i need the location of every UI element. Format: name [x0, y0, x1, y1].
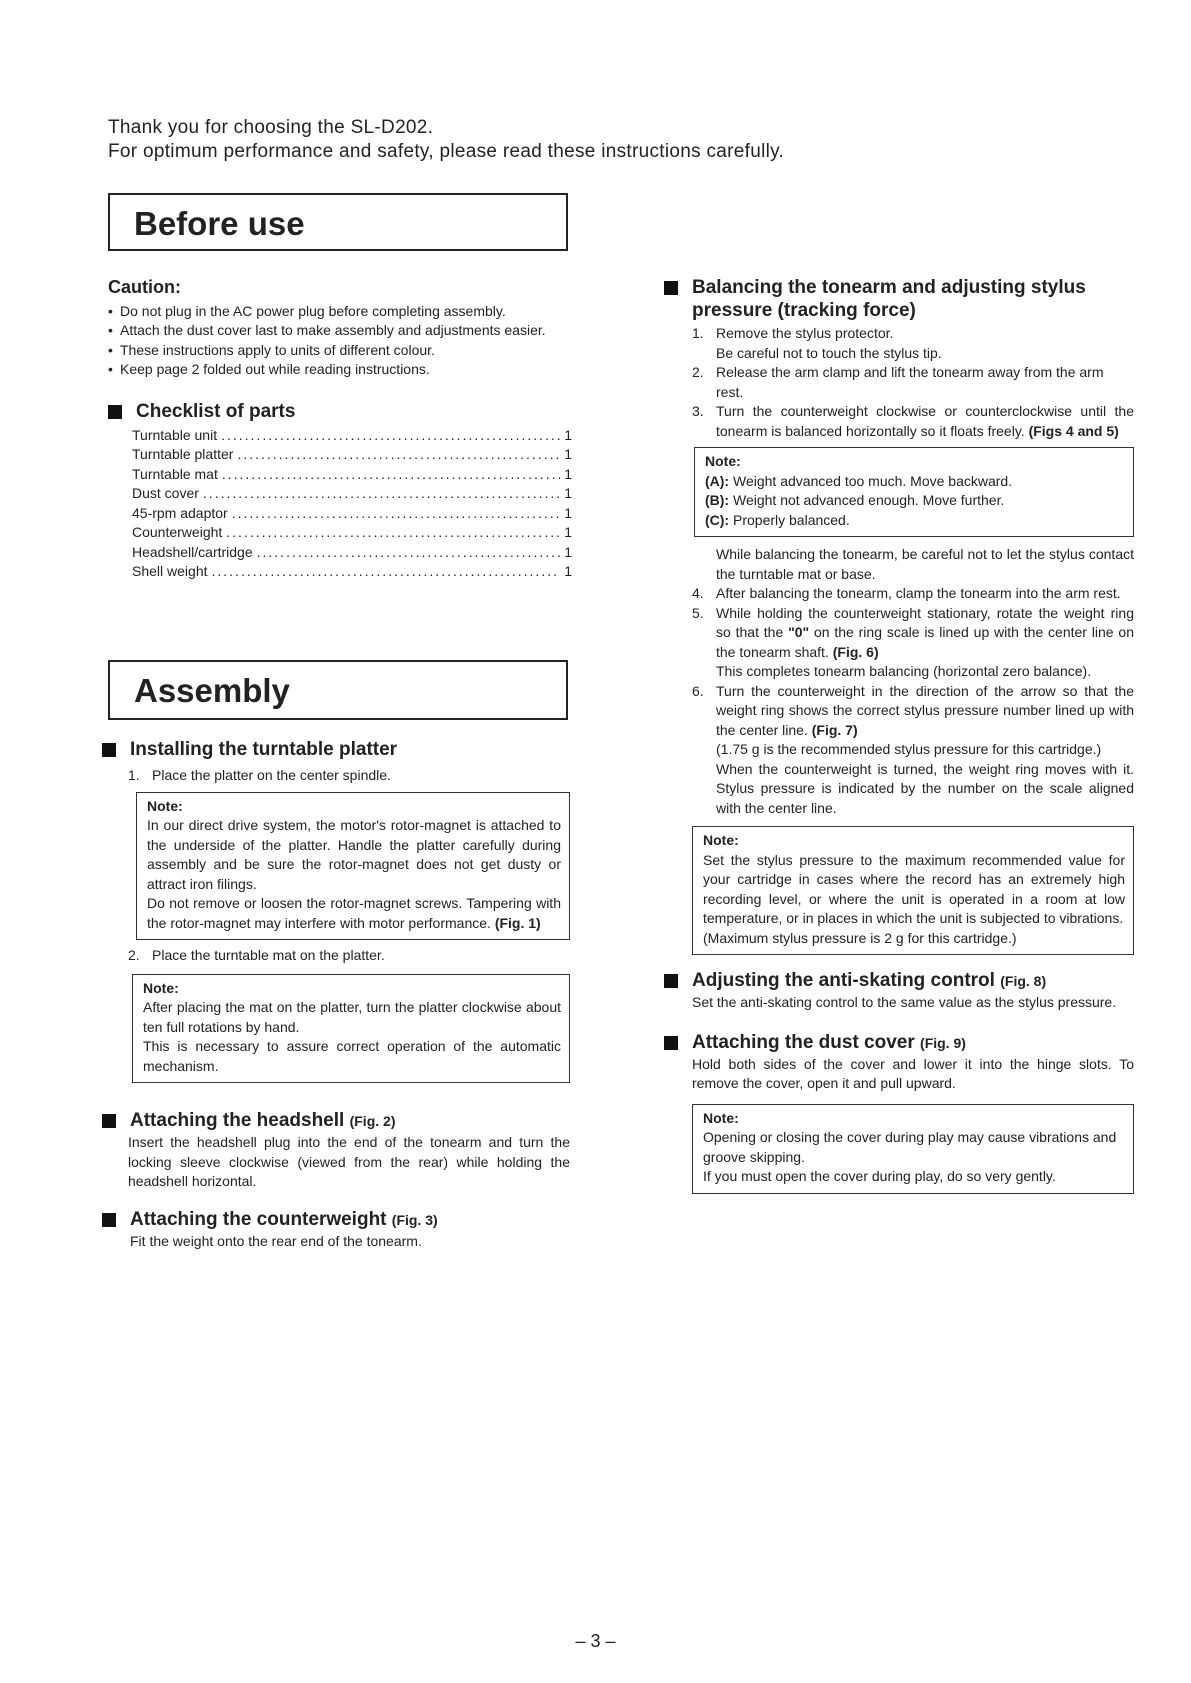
balancing-steps-cont: [692, 584, 1134, 818]
checklist-row: Counterweight ..... 1: [132, 523, 572, 543]
counterweight-text: Fit the weight onto the rear end of the tonearm.: [130, 1232, 422, 1249]
square-bullet-icon: [664, 1036, 678, 1050]
dustcover-note: Note: Opening or closing the cover during play may cause vibrations and groove skipping. If you must open the cover during play, do so very gently.: [692, 1104, 1134, 1194]
balancing-step: 5. While holding the counterweight stationary, rotate the weight ring so that the "0" on the ring scale is lined up with the center line on the tonearm shaft. (Fig. 6) This completes tonearm balancing (horizontal zero balance).: [692, 604, 1134, 679]
caution-title: Caution:: [108, 277, 181, 297]
caution-item: • Attach the dust cover last to make assembly and adjustments easier.: [108, 321, 572, 341]
square-bullet-icon: [664, 974, 678, 988]
intro-line-2: For optimum performance and safety, please read these instructions carefully.: [108, 141, 785, 162]
platter-note-1: Note: In our direct drive system, the motor's rotor-magnet is attached to the underside of the platter. Handle the platter carefully during assembly and be sure the rotor-magnet does not get dusty or attract iron filings. Do not remove or loosen the rotor-magnet screws. Tampering with the rotor-magnet may interfere with motor performance. (Fig. 1): [136, 792, 570, 941]
balancing-step: 2. Release the arm clamp and lift the tonearm away from the arm rest.: [692, 364, 1104, 400]
platter-note-2: Note: After placing the mat on the platter, turn the platter clockwise about ten full rotations by hand. This is necessary to assure correct operation of the automatic mechanism.: [132, 974, 570, 1084]
dustcover-heading: Attaching the dust cover (Fig. 9): [664, 1031, 1134, 1055]
headshell-text: Insert the headshell plug into the end of the tonearm and turn the locking sleeve clockwise (viewed from the rear) while holding the headshell horizontal.: [128, 1134, 570, 1189]
checklist-row: Turntable mat ..... 1: [132, 465, 572, 485]
checklist-row: Turntable platter ..... 1: [132, 445, 572, 465]
caution-item: • These instructions apply to units of different colour.: [108, 341, 572, 361]
left-column-upper: [108, 278, 572, 582]
before-use-header: [108, 193, 568, 251]
balancing-step: 4. After balancing the tonearm, clamp the tonearm into the arm rest.: [692, 585, 1121, 601]
before-use-title: Before use: [134, 205, 305, 242]
note-title: Note:: [143, 979, 179, 996]
balancing-while-text: While balancing the tonearm, be careful not to let the stylus contact the turntable mat or base.: [716, 546, 1134, 582]
antiskating-heading: Adjusting the anti-skating control (Fig. 8): [664, 969, 1134, 993]
page-number: – 3 –: [575, 1631, 616, 1651]
checklist: [132, 426, 572, 582]
checklist-title: Checklist of parts: [136, 400, 296, 422]
checklist-heading: [108, 400, 572, 424]
balancing-step: 6. Turn the counterweight in the direction of the arrow so that the weight ring shows the correct stylus pressure number lined up with the center line. (Fig. 7) (1.75 g is the recommended stylus pressure for this cartridge.) When the counterweight is turned, the weight ring moves with it. Stylus pressure is indicated by the number on the scale aligned with the center line.: [692, 682, 1134, 816]
balancing-note-2: Note: Set the stylus pressure to the maximum recommended value for your cartridge in cases where the record has an extremely high recording level, or where the unit is operated in a room at low temperature, or in places in which the unit is subjected to vibrations. (Maximum stylus pressure is 2 g for this cartridge.): [692, 826, 1134, 955]
checklist-row: Turntable unit ..... 1: [132, 426, 572, 446]
antiskating-text: Set the anti-skating control to the same value as the stylus pressure.: [692, 994, 1117, 1010]
dustcover-text: Hold both sides of the cover and lower it into the hinge slots. To remove the cover, open it and pull upward.: [692, 1055, 1134, 1091]
assembly-title: Assembly: [134, 672, 290, 709]
balancing-step: 3. Turn the counterweight clockwise or counterclockwise until the tonearm is balanced horizontally so it floats freely. (Figs 4 and 5): [692, 403, 1134, 439]
right-column: [664, 276, 1134, 1198]
checklist-row: 45-rpm adaptor ..... 1: [132, 504, 572, 524]
balancing-steps: [692, 324, 1134, 441]
square-bullet-icon: [108, 405, 122, 419]
platter-step-1: 1. Place the platter on the center spindle.: [128, 767, 391, 783]
counterweight-heading: Attaching the counterweight (Fig. 3): [102, 1208, 570, 1232]
caution-item: • Do not plug in the AC power plug before completing assembly.: [108, 302, 572, 322]
balancing-note-1: Note: (A): Weight advanced too much. Move backward. (B): Weight not advanced enough. Move further. (C): Properly balanced.: [694, 447, 1134, 537]
checklist-row: Dust cover ..... 1: [132, 484, 572, 504]
square-bullet-icon: [102, 1213, 116, 1227]
square-bullet-icon: [102, 743, 116, 757]
assembly-header: [108, 660, 568, 720]
balancing-step: 1. Remove the stylus protector. Be careful not to touch the stylus tip.: [692, 325, 942, 361]
left-column-lower: [102, 738, 570, 1251]
platter-step-2: 2. Place the turntable mat on the platter.: [128, 947, 385, 963]
caution-item: • Keep page 2 folded out while reading instructions.: [108, 360, 572, 380]
platter-title: Installing the turntable platter: [130, 739, 398, 760]
square-bullet-icon: [102, 1114, 116, 1128]
balancing-heading: Balancing the tonearm and adjusting stylus pressure (tracking force): [664, 276, 1134, 322]
note-title: Note:: [147, 797, 183, 814]
caution-list: [108, 302, 572, 380]
headshell-heading: Attaching the headshell (Fig. 2): [102, 1109, 570, 1133]
intro-line-1: Thank you for choosing the SL-D202.: [108, 117, 434, 138]
square-bullet-icon: [664, 281, 678, 295]
checklist-row: Headshell/cartridge ..... 1: [132, 543, 572, 563]
checklist-row: Shell weight ..... 1: [132, 562, 572, 582]
platter-heading: [102, 738, 570, 762]
intro: [108, 116, 784, 164]
